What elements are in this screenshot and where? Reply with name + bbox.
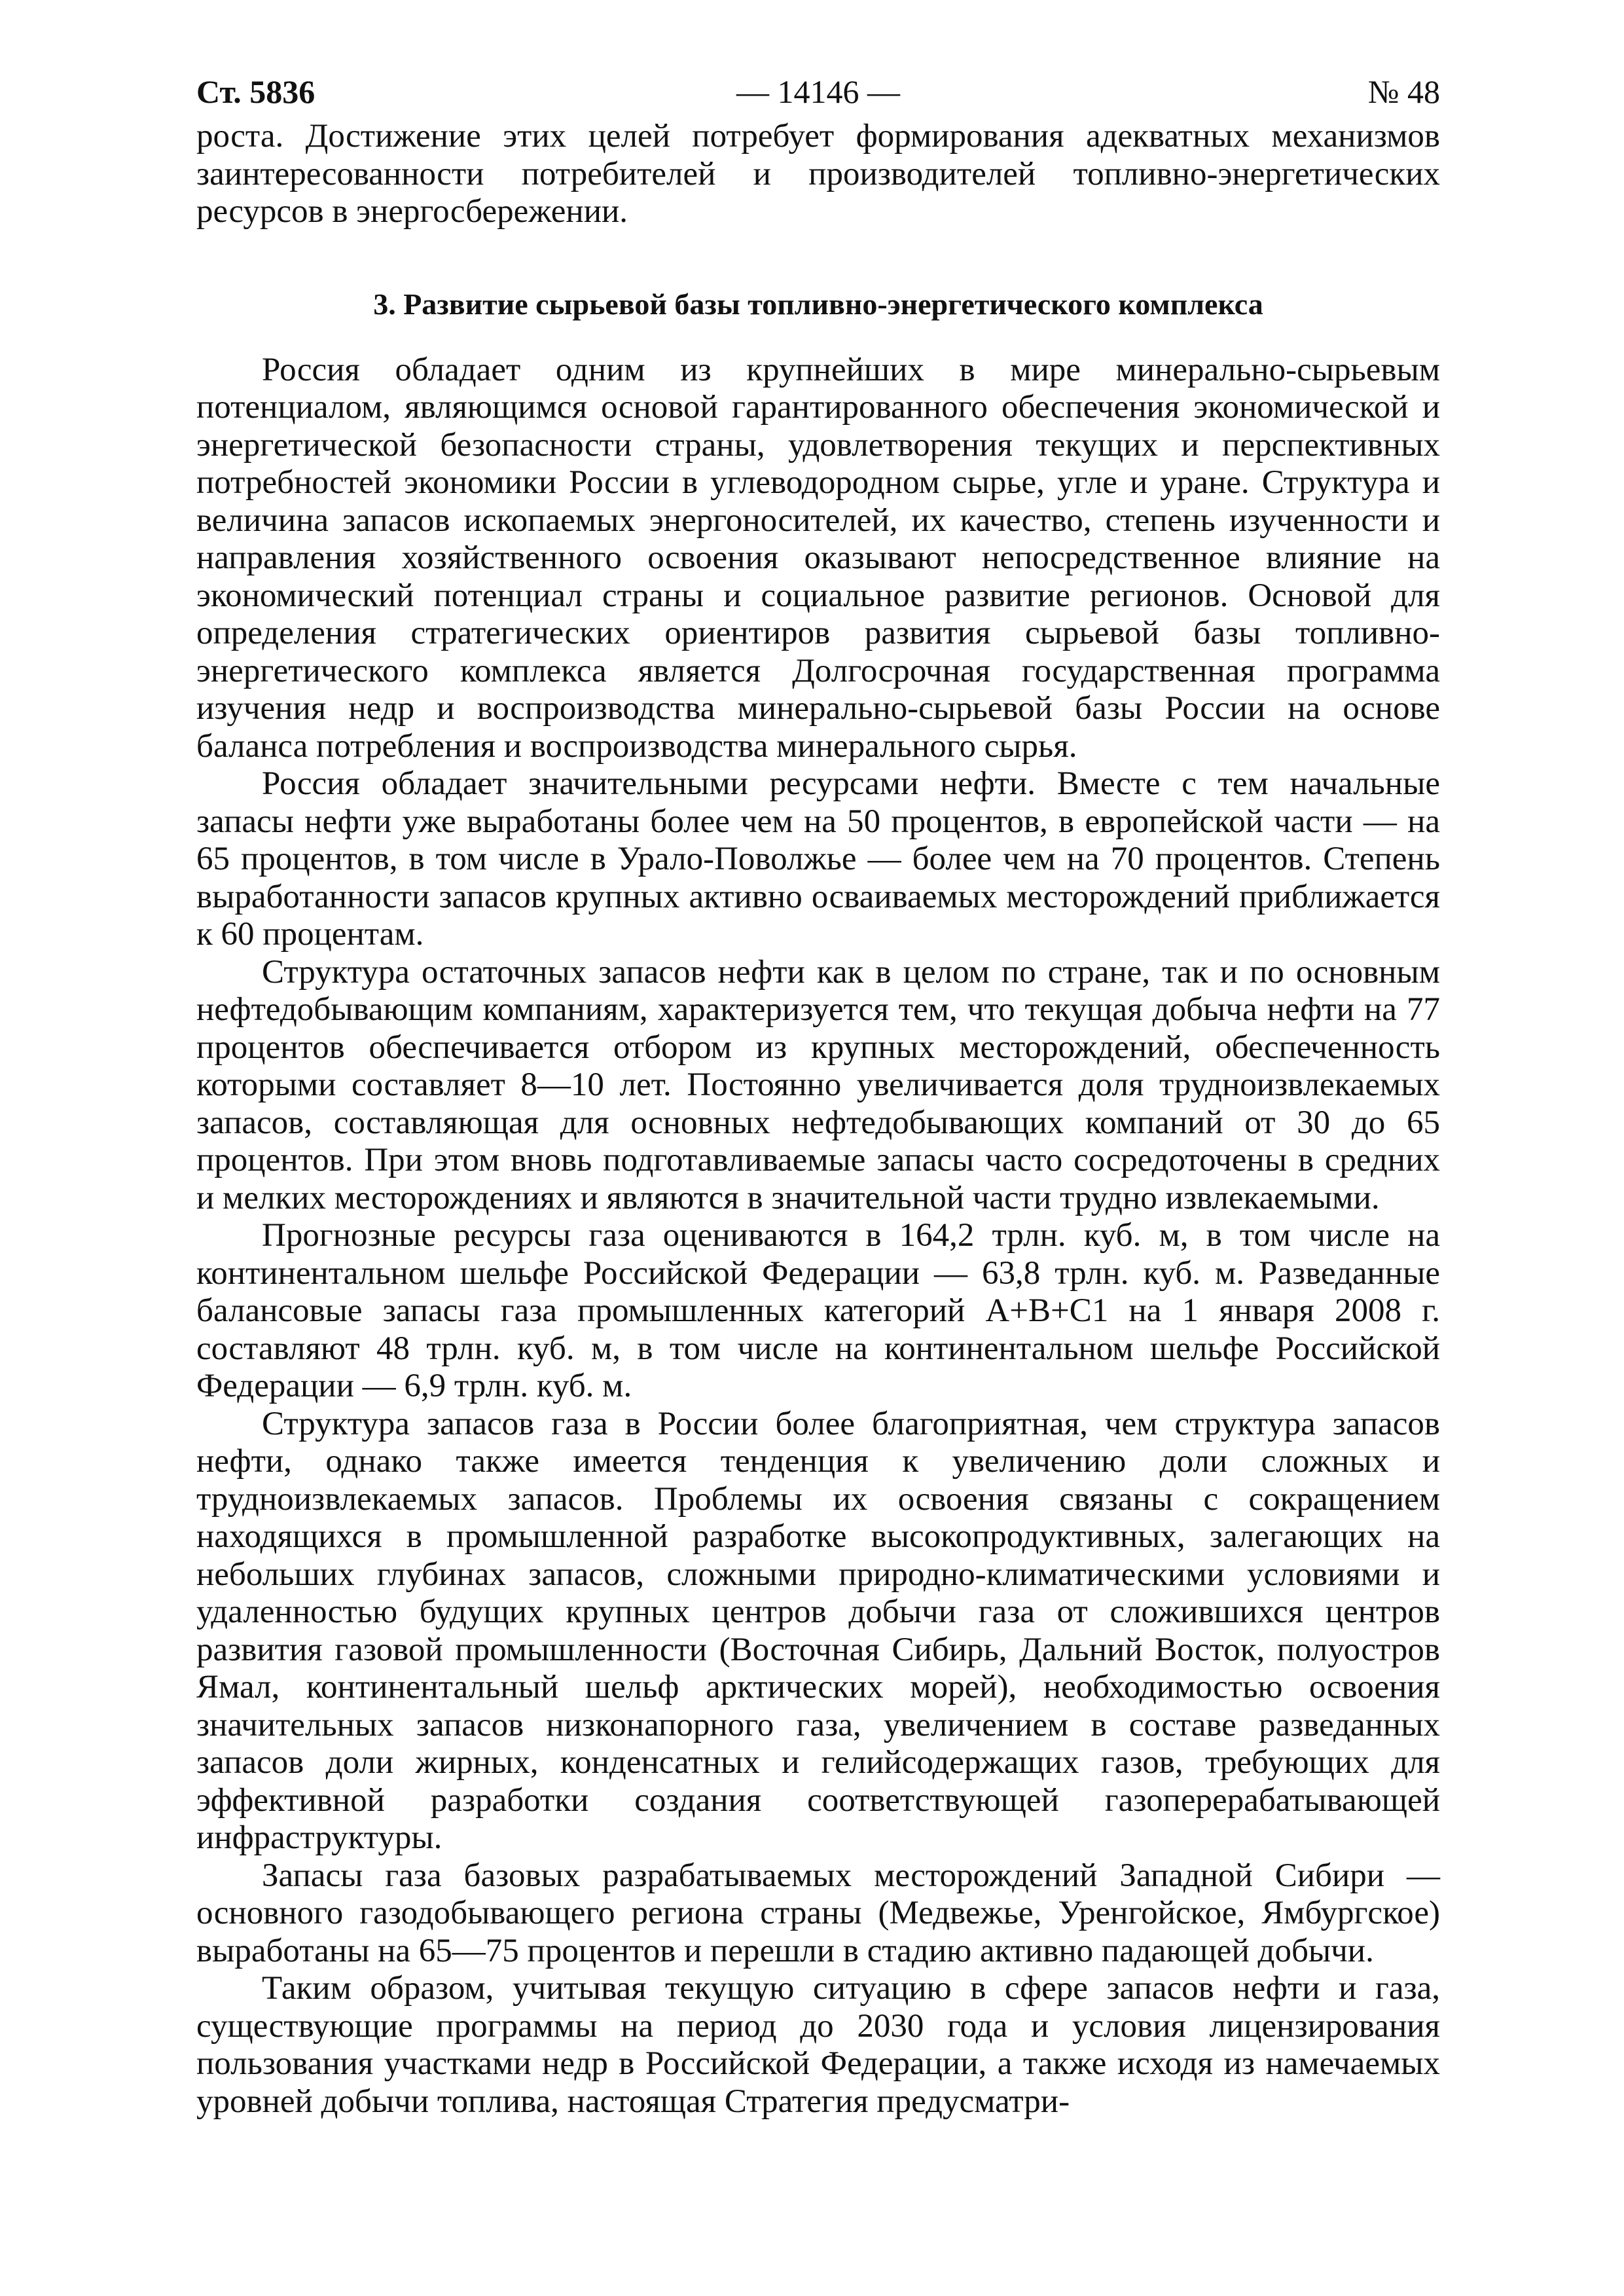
article-number: Ст. 5836	[196, 73, 316, 110]
paragraph: Россия обладает значительными ресурсами нефти. Вместе с тем начальные запасы нефти уже выработаны более чем на 50 процентов, в европейской части — на 65 процентов, в том числе в Урало-Поволжье — более чем на 70 процентов. Степень выработанности запасов крупных активно осваиваемых месторождений приближается к 60 процентам.	[196, 765, 1440, 953]
issue-number: № 48	[1367, 73, 1440, 110]
intro-paragraph: роста. Достижение этих целей потребует формирования адекватных механизмов заинтересованности потребителей и производителей топливно-энергетических ресурсов в энергосбережении.	[196, 118, 1440, 230]
section-title: 3. Развитие сырьевой базы топливно-энергетического комплекса	[373, 287, 1263, 321]
document-body	[196, 118, 1440, 2121]
page-number: — 14146 —	[736, 73, 900, 110]
paragraph: Структура запасов газа в России более благоприятная, чем структура запасов нефти, однако также имеется тенденция к увеличению доли сложных и трудноизвлекаемых запасов. Проблемы их освоения связаны с сокращением находящихся в промышленной разработке высокопродуктивных, залегающих на небольших глубинах запасов, сложными природно-климатическими условиями и удаленностью будущих крупных центров добычи газа от сложившихся центров развития газовой промышленности (Восточная Сибирь, Дальний Восток, полуостров Ямал, континентальный шельф арктических морей), необходимостью освоения значительных запасов низконапорного газа, увеличением в составе разведанных запасов доли жирных, конденсатных и гелийсодержащих газов, требующих для эффективной разработки создания соответствующей газоперерабатывающей инфраструктуры.	[196, 1405, 1440, 1856]
paragraph: Структура остаточных запасов нефти как в целом по стране, так и по основным нефтедобывающим компаниям, характеризуется тем, что текущая добыча нефти на 77 процентов обеспечивается отбором из крупных месторождений, обеспеченность которыми составляет 8—10 лет. Постоянно увеличивается доля трудноизвлекаемых запасов, составляющая для основных нефтедобывающих компаний от 30 до 65 процентов. При этом вновь подготавливаемые запасы часто сосредоточены в средних и мелких месторождениях и являются в значительной части трудно извлекаемыми.	[196, 953, 1440, 1216]
paragraph: Запасы газа базовых разрабатываемых месторождений Западной Сибири — основного газодобывающего региона страны (Медвежье, Уренгойское, Ямбургское) выработаны на 65—75 процентов и перешли в стадию активно падающей добычи.	[196, 1857, 1440, 1969]
paragraph: Прогнозные ресурсы газа оцениваются в 164,2 трлн. куб. м, в том числе на континентальном шельфе Российской Федерации — 63,8 трлн. куб. м. Разведанные балансовые запасы газа промышленных категорий А+В+С1 на 1 января 2008 г. составляют 48 трлн. куб. м, в том числе на континентальном шельфе Российской Федерации — 6,9 трлн. куб. м.	[196, 1217, 1440, 1404]
paragraph: Россия обладает одним из крупнейших в мире минерально-сырьевым потенциалом, являющимся основой гарантированного обеспечения экономической и энергетической безопасности страны, удовлетворения текущих и перспективных потребностей экономики России в углеводородном сырье, угле и уране. Структура и величина запасов ископаемых энергоносителей, их качество, степень изученности и направления хозяйственного освоения оказывают непосредственное влияние на экономический потенциал страны и социальное развитие регионов. Основой для определения стратегических ориентиров развития сырьевой базы топливно-энергетического комплекса является Долгосрочная государственная программа изучения недр и воспроизводства минерально-сырьевой базы России на основе баланса потребления и воспроизводства минерального сырья.	[196, 351, 1440, 765]
paragraph: Таким образом, учитывая текущую ситуацию в сфере запасов нефти и газа, существующие программы на период до 2030 года и условия лицензирования пользования участками недр в Российской Федерации, а также исходя из намечаемых уровней добычи топлива, настоящая Стратегия предусматри-	[196, 1970, 1440, 2120]
page-header	[196, 65, 1440, 118]
document-page	[196, 65, 1440, 2121]
